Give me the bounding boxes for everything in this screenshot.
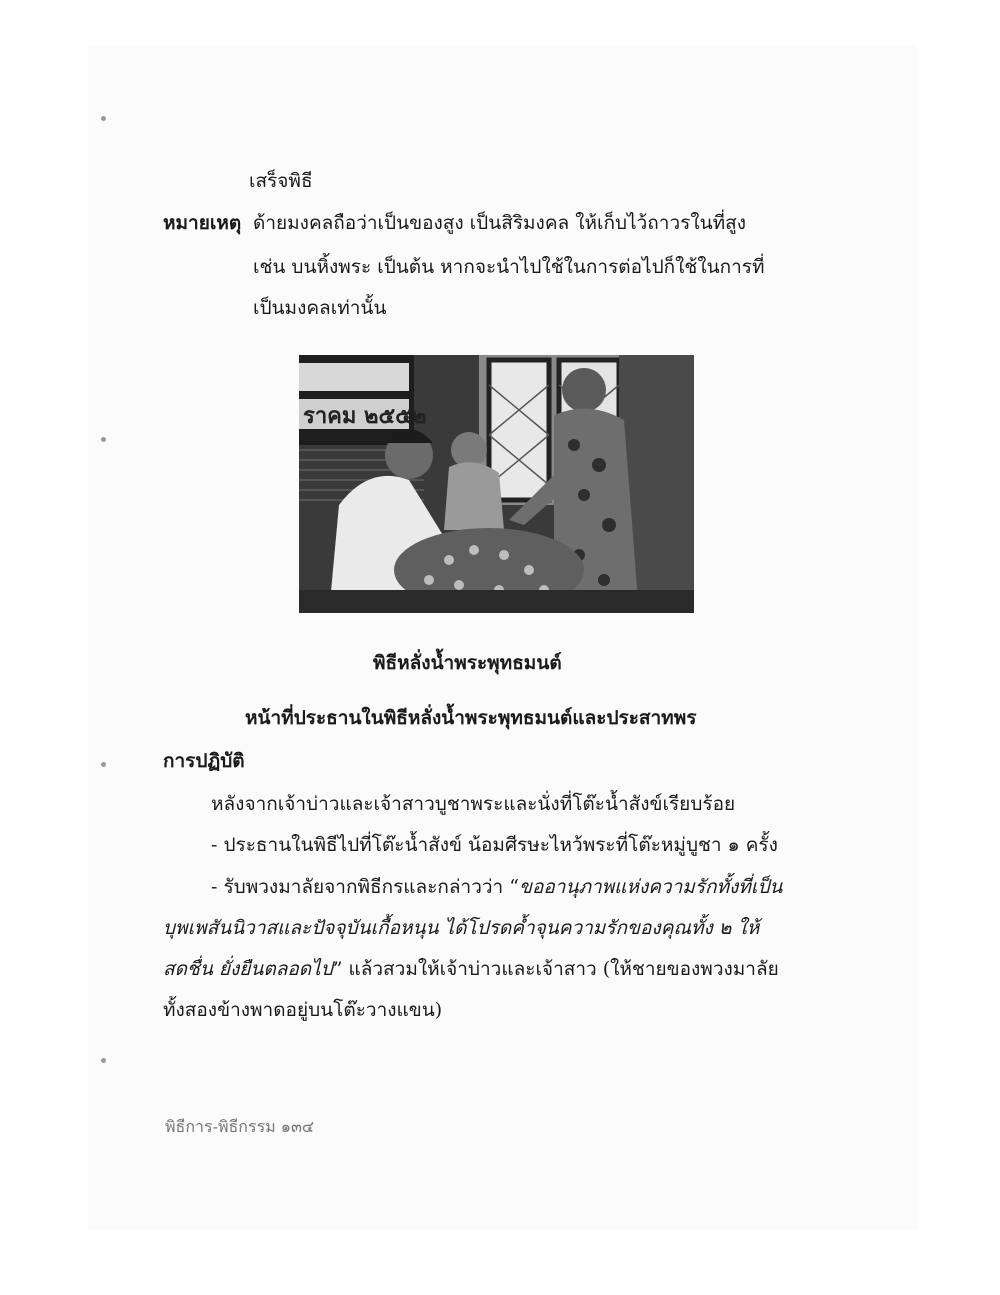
ceremony-photo — [299, 355, 694, 613]
practice-label: การปฏิบัติ — [163, 750, 245, 772]
paragraph-2: - ประธานในพิธีไปที่โต๊ะน้ำสังข์ น้อมศีรษะไหว้พระที่โต๊ะหมู่บูชา ๑ ครั้ง — [211, 834, 778, 856]
note-line-2: เช่น บนหิ้งพระ เป็นต้น หากจะนำไปใช้ในการต่อไปก็ใช้ในการที่ — [253, 256, 765, 278]
paragraph-3-line-3-italic: สดชื่น ยั่งยืนตลอดไป — [163, 958, 333, 980]
scan-speck — [101, 762, 106, 767]
section-title: หน้าที่ประธานในพิธีหลั่งน้ำพระพุทธมนต์และประสาทพร — [245, 707, 697, 729]
photo-banner-text: ราคม ๒๕๕๒ — [303, 404, 427, 429]
note-line-3: เป็นมงคลเท่านั้น — [253, 297, 387, 319]
paragraph-3-line-2: บุพเพสันนิวาสและปัจจุบันเกื้อหนุน ได้โปรดค้ำจุนความรักของคุณทั้ง ๒ ให้ — [163, 917, 760, 939]
scan-speck — [101, 116, 106, 121]
paragraph-3-line-3 — [163, 958, 779, 981]
note-label: หมายเหตุ — [163, 212, 242, 234]
scan-speck — [101, 437, 106, 442]
paragraph-3-line-1 — [211, 876, 782, 899]
paragraph-3-line-3-plain: ” แล้วสวมให้เจ้าบ่าวและเจ้าสาว (ให้ชายของพวงมาลัย — [332, 958, 779, 980]
page-footer: พิธีการ-พิธีกรรม ๑๓๔ — [165, 1117, 315, 1136]
paragraph-3-line-1-plain: - รับพวงมาลัยจากพิธีกรและกล่าวว่า “ — [211, 876, 519, 898]
paragraph-3-line-4: ทั้งสองข้างพาดอยู่บนโต๊ะวางแขน) — [163, 999, 443, 1021]
intro-line: เสร็จพิธี — [249, 170, 313, 192]
paragraph-1: หลังจากเจ้าบ่าวและเจ้าสาวบูชาพระและนั่งที่โต๊ะน้ำสังข์เรียบร้อย — [211, 793, 736, 815]
photo-caption: พิธีหลั่งน้ำพระพุทธมนต์ — [373, 652, 562, 674]
note-line-1: ด้ายมงคลถือว่าเป็นของสูง เป็นสิริมงคล ให้เก็บไว้ถาวรในที่สูง — [253, 212, 747, 234]
paragraph-3-line-1-italic: ขออานุภาพแห่งความรักทั้งที่เป็น — [518, 876, 783, 898]
scan-speck — [101, 1058, 106, 1063]
